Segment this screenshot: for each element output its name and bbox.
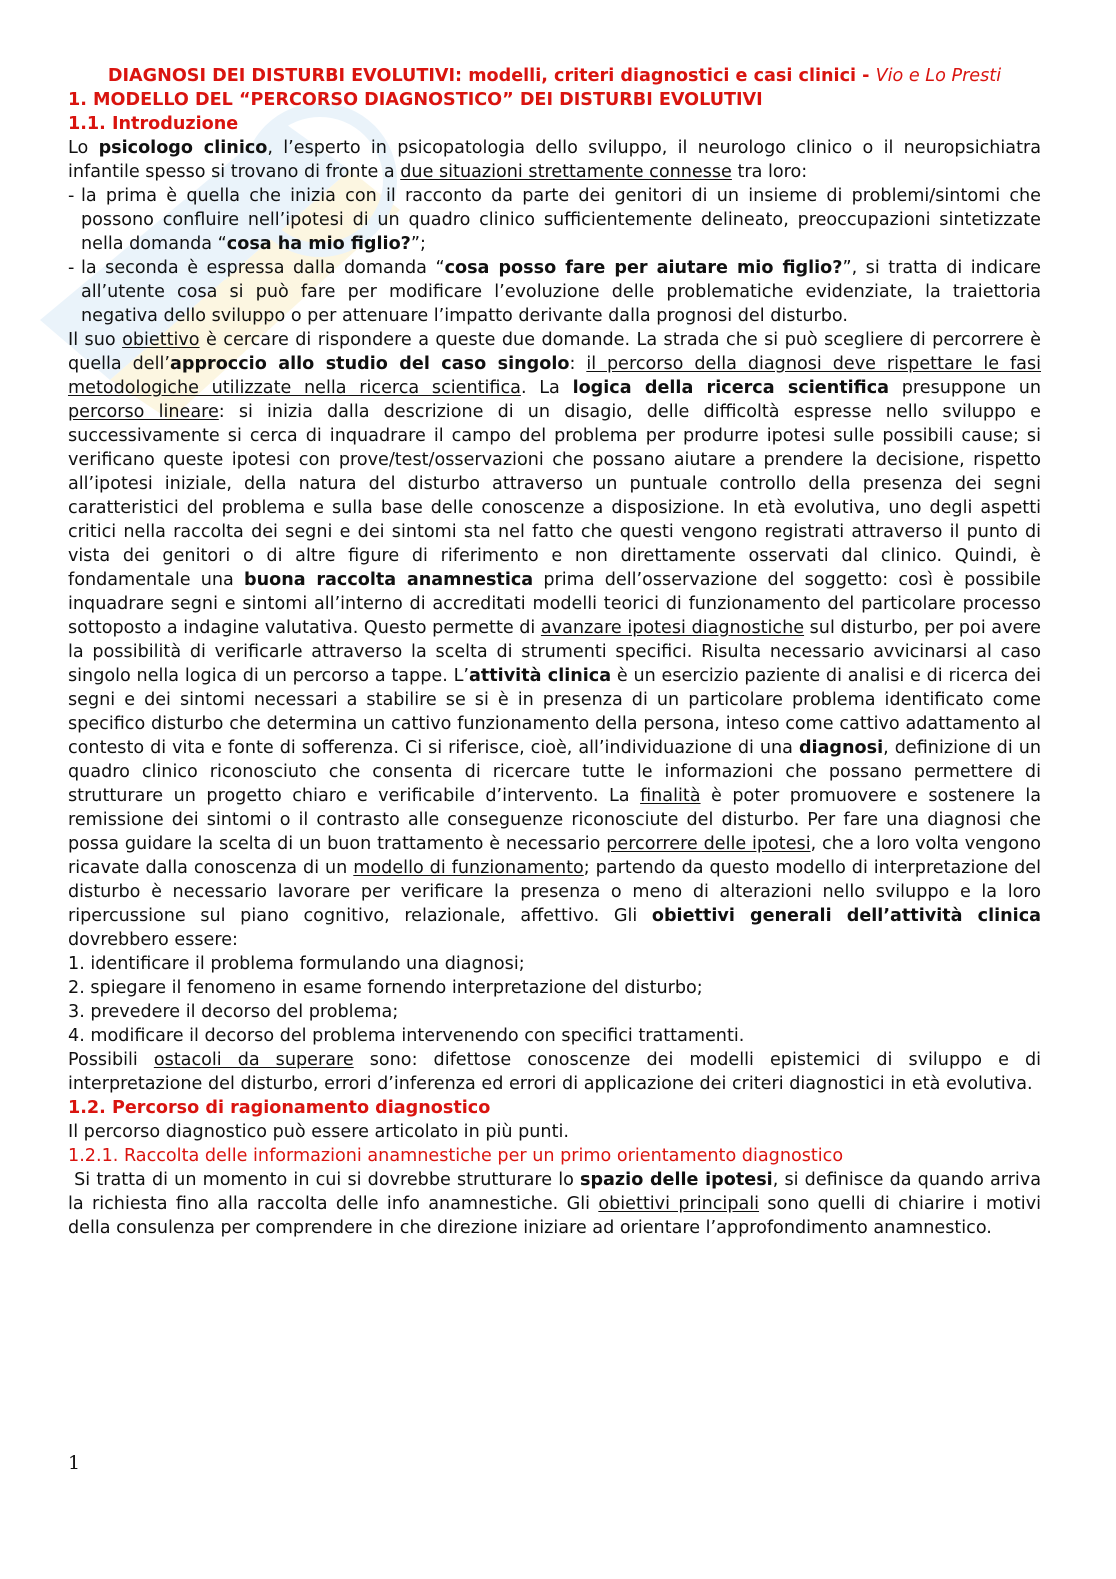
text-run: presuppone un [889, 378, 1041, 398]
section-1-1-heading: 1.1. Introduzione [68, 114, 239, 134]
text-run: è un esercizio paziente di analisi e di ricerca dei segni e dei sintomi necessari a stabilire se si è in presenza di un particolare problema identificato come specifico disturbo che determina un cattivo funzionamento della persona, inteso come cattivo adattamento al contesto di vita e fonte di sofferenza. Ci si riferisce, cioè, all’individuazione di una [68, 666, 1041, 758]
text-run: è poter promuovere e sostenere la remissione dei sintomi o il contrasto alle conseguenze riconosciute del disturbo. Per fare una diagnosi che possa guidare la scelta di un buon trattamento è necessario [68, 786, 1042, 854]
underline-run: obiettivi principali [598, 1194, 760, 1214]
document-title [68, 64, 1041, 88]
text-run: sul disturbo, per poi avere la possibilità di verificarle attraverso la scelta di strumenti specifici. Risulta necessario avvicinarsi al caso singolo nella logica di un percorso a tappe. L’ [68, 618, 1041, 686]
list-item: 1. identificare il problema formulando una diagnosi; [68, 954, 525, 974]
bold-run: cosa posso fare per aiutare mio figlio? [444, 258, 843, 278]
text-run: : [569, 354, 587, 374]
section-1-2-intro: Il percorso diagnostico può essere articolato in più punti. [68, 1122, 569, 1142]
text-run: , definizione di un quadro clinico riconosciuto che consenta di ricercare tutte le informazioni che possano permettere di strutturare un progetto chiaro e verificabile d’intervento. La [68, 738, 1041, 806]
title-main: DIAGNOSI DEI DISTURBI EVOLUTIVI: modelli, criteri diagnostici e casi clinici [107, 66, 857, 86]
text-run: , l’esperto in psicopatologia dello sviluppo, il neurologo clinico o il neuropsichiatra infantile spesso si trovano di fronte a [68, 138, 1041, 182]
page-number: 1 [68, 1452, 81, 1474]
bold-run: buona raccolta anamnestica [244, 570, 534, 590]
document-content [68, 64, 1047, 1240]
underline-run: il percorso della diagnosi deve rispettare le fasi metodologiche utilizzate nella ricerca scientifica [68, 354, 1042, 398]
bold-run: approccio allo studio del caso singolo [169, 354, 570, 374]
bold-run: cosa ha mio figlio? [226, 234, 411, 254]
text-run: ; partendo da questo modello di interpretazione del disturbo è necessario lavorare per verificare la presenza o meno di alterazioni nello sviluppo e la loro ripercussione sul piano cognitivo, relazionale, affettivo. Gli [68, 858, 1041, 926]
text-run: Lo [68, 138, 99, 158]
title-authors: Vio e Lo Presti [875, 66, 1002, 86]
bold-run: diagnosi [798, 738, 884, 758]
text-run: prima dell’osservazione del soggetto: così è possibile inquadrare segni e sintomi all’interno di accreditati modelli teorici di funzionamento del particolare processo sottoposto a indagine valutativa. Questo permette di [68, 570, 1041, 638]
text-run: la seconda è espressa dalla domanda “ [81, 258, 445, 278]
bold-run: obiettivi generali dell’attività clinica [651, 906, 1041, 926]
underline-run: avanzare ipotesi diagnostiche [540, 618, 805, 638]
text-run: , che a loro volta vengono ricavate dalla conoscenza di un [68, 834, 1041, 878]
text-run: Possibili [68, 1050, 154, 1070]
underline-run: percorrere delle ipotesi [606, 834, 811, 854]
underline-run: modello di funzionamento [353, 858, 584, 878]
bold-run: attività clinica [468, 666, 612, 686]
underline-run: finalità [640, 786, 701, 806]
bold-run: psicologo clinico [98, 138, 268, 158]
title-separator: - [856, 66, 876, 86]
text-run: sono: difettose conoscenze dei modelli epistemici di sviluppo e di interpretazione del disturbo, errori d’inferenza ed errori di applicazione dei criteri diagnostici in età evolutiva. [68, 1050, 1041, 1094]
text-run: . La [520, 378, 573, 398]
list-item: 3. prevedere il decorso del problema; [68, 1002, 399, 1022]
intro-paragraph [68, 136, 1041, 184]
list-item: 4. modificare il decorso del problema intervenendo con specifici trattamenti. [68, 1026, 745, 1046]
section-1-2-1-heading: 1.2.1. Raccolta delle informazioni anamnestiche per un primo orientamento diagnostico [68, 1146, 844, 1166]
list-item [68, 184, 1041, 256]
text-run: ”; [410, 234, 426, 254]
text-run: è cercare di rispondere a queste due domande. La strada che si può scegliere di percorrere è quella dell’ [68, 330, 1041, 374]
list-item [68, 256, 1041, 328]
section-1-2-1-paragraph [68, 1168, 1047, 1240]
bold-run: logica della ricerca scientifica [572, 378, 890, 398]
text-run: ”, si tratta di indicare all’utente cosa si può fare per modificare l’evoluzione delle problematiche evidenziate, la traiettoria negativa dello sviluppo o per attenuare l’impatto derivante dalla prognosi del disturbo. [81, 258, 1041, 326]
underline-run: due situazioni strettamente connesse [400, 162, 732, 182]
underline-run: percorso lineare [68, 402, 219, 422]
section-1-heading: 1. MODELLO DEL “PERCORSO DIAGNOSTICO” DEI DISTURBI EVOLUTIVI [68, 90, 763, 110]
text-run: la prima è quella che inizia con il racconto da parte dei genitori di un insieme di problemi/sintomi che possono confluire nell’ipotesi di un quadro clinico sufficientemente delineato, preoccupazioni sintetizzate nella domanda “ [81, 186, 1041, 254]
text-run: sono quelli di chiarire i motivi della consulenza per comprendere in che direzione iniziare ad orientare l’approfondimento anamnestico. [68, 1194, 1047, 1238]
underline-run: obiettivo [122, 330, 200, 350]
list-item: 2. spiegare il fenomeno in esame fornendo interpretazione del disturbo; [68, 978, 703, 998]
text-run: : si inizia dalla descrizione di un disagio, delle difficoltà espresse nello sviluppo e successivamente si cerca di inquadrare il campo del problema per produrre ipotesi sulle possibili cause; si verificano queste ipotesi con prove/test/osservazioni che possano aiutare a prendere la decisione, rispetto all’ipotesi iniziale, della natura del disturbo attraverso un puntuale controllo della presenza dei segni caratteristici del problema e sulla base delle conoscenze a disposizione. In età evolutiva, uno degli aspetti critici nella raccolta dei segni e dei sintomi sta nel fatto che questi vengono registrati attraverso il punto di vista dei genitori o di altre figure di riferimento e non direttamente osservati dal clinico. Quindi, è fondamentale una [68, 402, 1041, 590]
text-run: , si definisce da quando arriva la richiesta fino alla raccolta delle info anamnestiche. Gli [68, 1170, 1047, 1214]
text-run: Il suo [68, 330, 123, 350]
questions-list [68, 184, 1041, 328]
text-run: tra loro: [731, 162, 808, 182]
bold-run: spazio delle ipotesi [579, 1170, 773, 1190]
clinical-goals-list [68, 952, 1041, 1048]
underline-run: ostacoli da superare [153, 1050, 354, 1070]
text-run: dovrebbero essere: [68, 930, 238, 950]
obstacles-paragraph [68, 1048, 1041, 1096]
section-1-2-heading: 1.2. Percorso di ragionamento diagnostico [68, 1098, 491, 1118]
text-run: Si tratta di un momento in cui si dovrebbe strutturare lo [68, 1170, 580, 1190]
main-paragraph [68, 328, 1041, 952]
